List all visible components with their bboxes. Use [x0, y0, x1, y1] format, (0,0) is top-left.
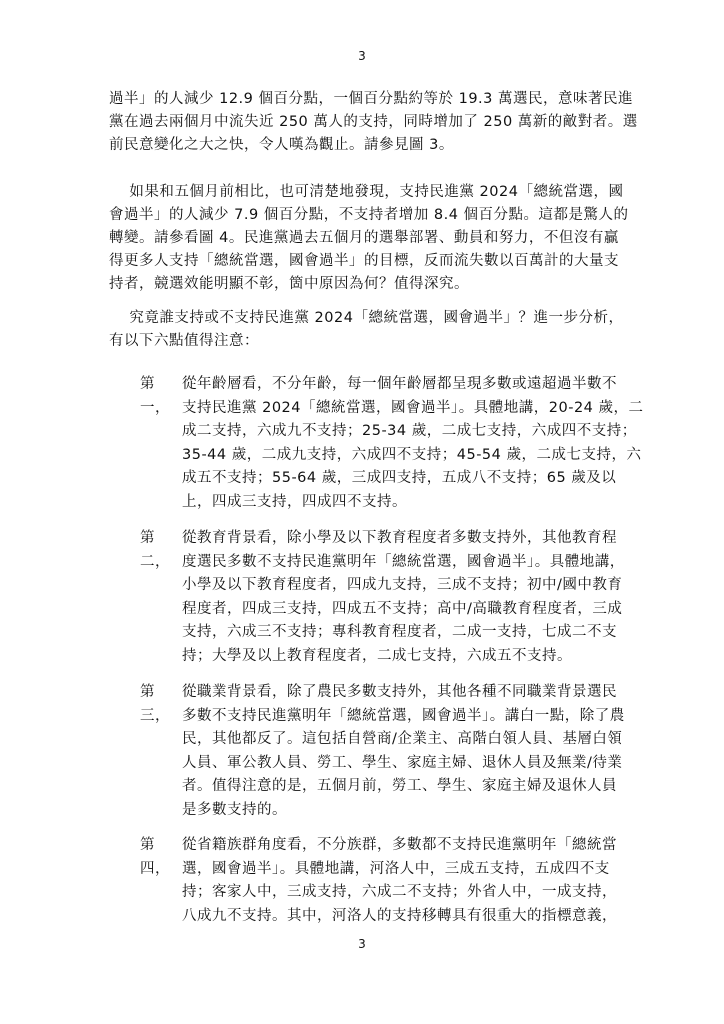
text-line: 35-44 歲，二成九支持，六成四不支持；45-54 歲，二成七支持，六 — [182, 446, 642, 463]
text-line: 從職業背景看，除了農民多數支持外，其他各種不同職業背景選民 — [182, 684, 617, 700]
text-line: 選，國會過半」。具體地講，河洛人中，三成五支持，五成四不支 — [182, 860, 610, 877]
text-line: 如果和五個月前相比，也可清楚地發現，支持民進黨 2024「總統當選，國 — [109, 184, 624, 200]
text-line: 程度者，四成三支持，四成五不支持；高中/高職教育程度者，三成 — [182, 600, 623, 617]
text-line: 前民意變化之大之快，令人嘆為觀止。請參見圖 3。 — [109, 137, 454, 153]
list-item-marker: 第四， — [140, 837, 170, 877]
list-item-education — [140, 527, 625, 668]
text-line: 黨在過去兩個月中流失近 250 萬人的支持，同時增加了 250 萬新的敵對者。選 — [109, 114, 638, 130]
text-line: 從年齡層看，不分年齡，每一個年齡層都呈現多數或遠超過半數不 — [182, 376, 617, 392]
list-item-marker: 第二， — [140, 530, 170, 570]
text-line: 從教育背景看，除小學及以下教育程度者多數支持外，其他教育程 — [182, 530, 617, 546]
list-item-ethnic-group — [140, 834, 617, 928]
text-line: 八成九不支持。其中，河洛人的支持移轉具有很重大的指標意義， — [182, 907, 617, 924]
list-item-age — [140, 373, 644, 514]
text-line: 民，其他都反了。這包括自營商/企業主、高階白領人員、基層白領 — [182, 731, 623, 747]
text-line: 得更多人支持「總統當選，國會過半」的目標，反而流失數以百萬計的大量支 — [109, 253, 619, 269]
text-line: 小學及以下教育程度者，四成九支持，三成不支持；初中/國中教育 — [182, 577, 623, 593]
text-line: 度選民多數不支持民進黨明年「總統當選，國會過半」。具體地講， — [182, 553, 625, 570]
paragraph-public-opinion-shift — [109, 88, 638, 157]
text-line: 持；客家人中，三成支持，六成二不支持；外省人中，一成支持， — [182, 884, 617, 900]
list-item-occupation — [140, 681, 625, 822]
list-item-body — [182, 373, 644, 514]
text-line: 轉變。請參看圖 4。民進黨過去五個月的選舉部署、動員和努力，不但沒有贏 — [109, 230, 619, 246]
text-line: 會過半」的人減少 7.9 個百分點，不支持者增加 8.4 個百分點。這都是驚人的 — [109, 207, 629, 223]
list-item-body — [182, 527, 625, 668]
text-line: 究竟誰支持或不支持民進黨 2024「總統當選，國會過半」？進一步分析， — [109, 310, 624, 326]
text-line: 多數不支持民進黨明年「總統當選，國會過半」。講白一點，除了農 — [182, 707, 625, 724]
text-line: 成二支持，六成九不支持；25-34 歲，二成七支持，六成四不支持； — [182, 423, 637, 439]
list-item-marker: 第一， — [140, 376, 170, 416]
text-line: 支持民進黨 2024「總統當選，國會過半」。具體地講，20-24 歲，二 — [182, 399, 644, 416]
text-line: 持；大學及以上教育程度者，二成七支持，六成五不支持。 — [182, 647, 572, 664]
text-line: 從省籍族群角度看，不分族群，多數都不支持民進黨明年「總統當 — [182, 837, 617, 853]
text-line: 支持，六成三不支持；專科教育程度者，二成一支持，七成二不支 — [182, 624, 617, 640]
text-line: 有以下六點值得注意： — [109, 333, 259, 349]
page-number-top: 3 — [358, 49, 366, 63]
list-item-marker: 第三， — [140, 684, 170, 724]
list-item-body — [182, 681, 625, 822]
paragraph-six-points-intro — [109, 307, 623, 353]
paragraph-five-month-comparison — [109, 181, 629, 296]
text-line: 上，四成三支持，四成四不支持。 — [182, 493, 407, 510]
text-line: 人員、軍公教人員、勞工、學生、家庭主婦、退休人員及無業/待業 — [182, 754, 623, 771]
page-number-bottom: 3 — [358, 937, 366, 951]
text-line: 者。值得注意的是，五個月前，勞工、學生、家庭主婦及退休人員 — [182, 778, 617, 794]
text-line: 是多數支持的。 — [182, 801, 287, 818]
list-item-body — [182, 834, 617, 928]
text-line: 持者，競選效能明顯不彰，箇中原因為何？值得深究。 — [109, 276, 469, 292]
text-line: 成五不支持；55-64 歲，三成四支持，五成八不支持；65 歲及以 — [182, 470, 617, 486]
text-line: 過半」的人減少 12.9 個百分點，一個百分點約等於 19.3 萬選民，意味著民進 — [109, 91, 634, 107]
